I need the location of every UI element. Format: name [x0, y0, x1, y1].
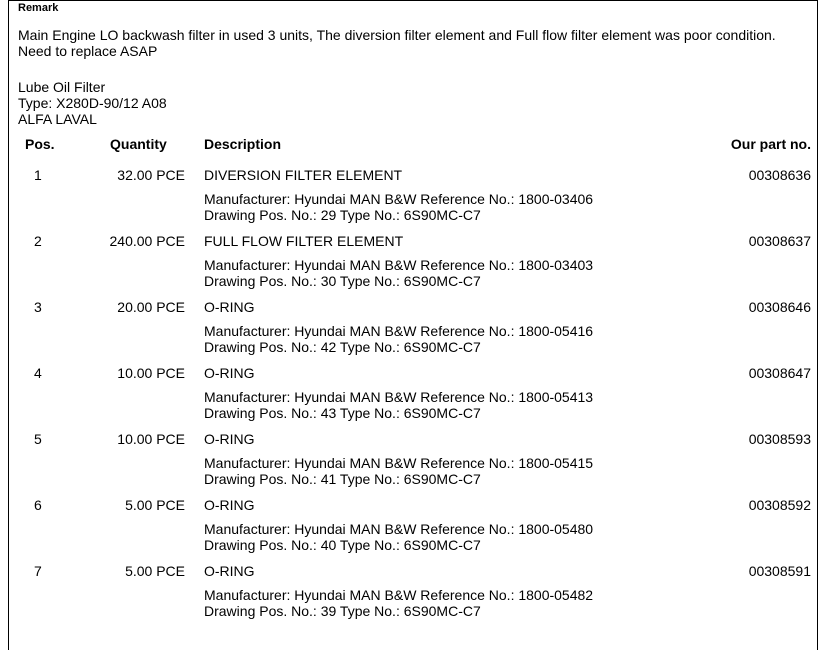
row-description: DIVERSION FILTER ELEMENT [204, 167, 403, 183]
row-pos: 3 [34, 299, 42, 315]
table-row [0, 167, 826, 233]
row-quantity: 5.00 PCE [125, 563, 185, 579]
row-description: O-RING [204, 431, 255, 447]
row-drawing: Drawing Pos. No.: 42 Type No.: 6S90MC-C7 [204, 339, 481, 355]
row-pos: 6 [34, 497, 42, 513]
row-quantity: 240.00 PCE [109, 233, 185, 249]
row-drawing: Drawing Pos. No.: 40 Type No.: 6S90MC-C7 [204, 537, 481, 553]
row-manufacturer: Manufacturer: Hyundai MAN B&W Reference No.: 1800-05415 [204, 455, 594, 471]
row-part-no: 00308592 [748, 497, 811, 513]
row-pos: 2 [34, 233, 42, 249]
table-row [0, 497, 826, 563]
parts-table [0, 167, 826, 629]
row-manufacturer: Manufacturer: Hyundai MAN B&W Reference No.: 1800-05413 [204, 389, 594, 405]
header-quantity: Quantity [110, 136, 167, 152]
row-quantity: 32.00 PCE [117, 167, 185, 183]
row-manufacturer: Manufacturer: Hyundai MAN B&W Reference No.: 1800-05482 [204, 587, 594, 603]
row-part-no: 00308647 [748, 365, 811, 381]
row-quantity: 10.00 PCE [117, 365, 185, 381]
row-description: FULL FLOW FILTER ELEMENT [204, 233, 404, 249]
row-manufacturer: Manufacturer: Hyundai MAN B&W Reference No.: 1800-05416 [204, 323, 594, 339]
row-drawing: Drawing Pos. No.: 41 Type No.: 6S90MC-C7 [204, 471, 481, 487]
row-drawing: Drawing Pos. No.: 43 Type No.: 6S90MC-C7 [204, 405, 481, 421]
remark-text-line: Need to replace ASAP [18, 43, 158, 59]
row-pos: 4 [34, 365, 42, 381]
remark-text-line: Main Engine LO backwash filter in used 3 units, The diversion filter element and Full flow filter element was poor condition. [18, 27, 776, 43]
remark-title: Remark [18, 2, 59, 14]
row-pos: 1 [34, 167, 42, 183]
row-part-no: 00308591 [748, 563, 811, 579]
header-pos: Pos. [25, 136, 55, 152]
row-drawing: Drawing Pos. No.: 39 Type No.: 6S90MC-C7 [204, 603, 481, 619]
row-quantity: 10.00 PCE [117, 431, 185, 447]
row-part-no: 00308636 [748, 167, 811, 183]
table-row [0, 431, 826, 497]
header-part-no: Our part no. [730, 136, 811, 152]
row-manufacturer: Manufacturer: Hyundai MAN B&W Reference No.: 1800-03406 [204, 191, 594, 207]
row-part-no: 00308593 [748, 431, 811, 447]
row-pos: 5 [34, 431, 42, 447]
row-quantity: 5.00 PCE [125, 497, 185, 513]
row-manufacturer: Manufacturer: Hyundai MAN B&W Reference No.: 1800-03403 [204, 257, 594, 273]
row-description: O-RING [204, 365, 255, 381]
remark-text [18, 27, 818, 59]
row-pos: 7 [34, 563, 42, 579]
header-description: Description [204, 136, 282, 152]
row-drawing: Drawing Pos. No.: 30 Type No.: 6S90MC-C7 [204, 273, 481, 289]
row-manufacturer: Manufacturer: Hyundai MAN B&W Reference No.: 1800-05480 [204, 521, 594, 537]
row-description: O-RING [204, 299, 255, 315]
table-row [0, 299, 826, 365]
filter-info [18, 79, 167, 127]
filter-type: Type: X280D-90/12 A08 [18, 95, 167, 111]
filter-name: Lube Oil Filter [18, 79, 106, 95]
table-row [0, 233, 826, 299]
row-description: O-RING [204, 497, 255, 513]
row-quantity: 20.00 PCE [117, 299, 185, 315]
table-row [0, 563, 826, 629]
row-part-no: 00308646 [748, 299, 811, 315]
row-description: O-RING [204, 563, 255, 579]
row-drawing: Drawing Pos. No.: 29 Type No.: 6S90MC-C7 [204, 207, 481, 223]
filter-maker: ALFA LAVAL [18, 111, 97, 127]
row-part-no: 00308637 [748, 233, 811, 249]
table-row [0, 365, 826, 431]
